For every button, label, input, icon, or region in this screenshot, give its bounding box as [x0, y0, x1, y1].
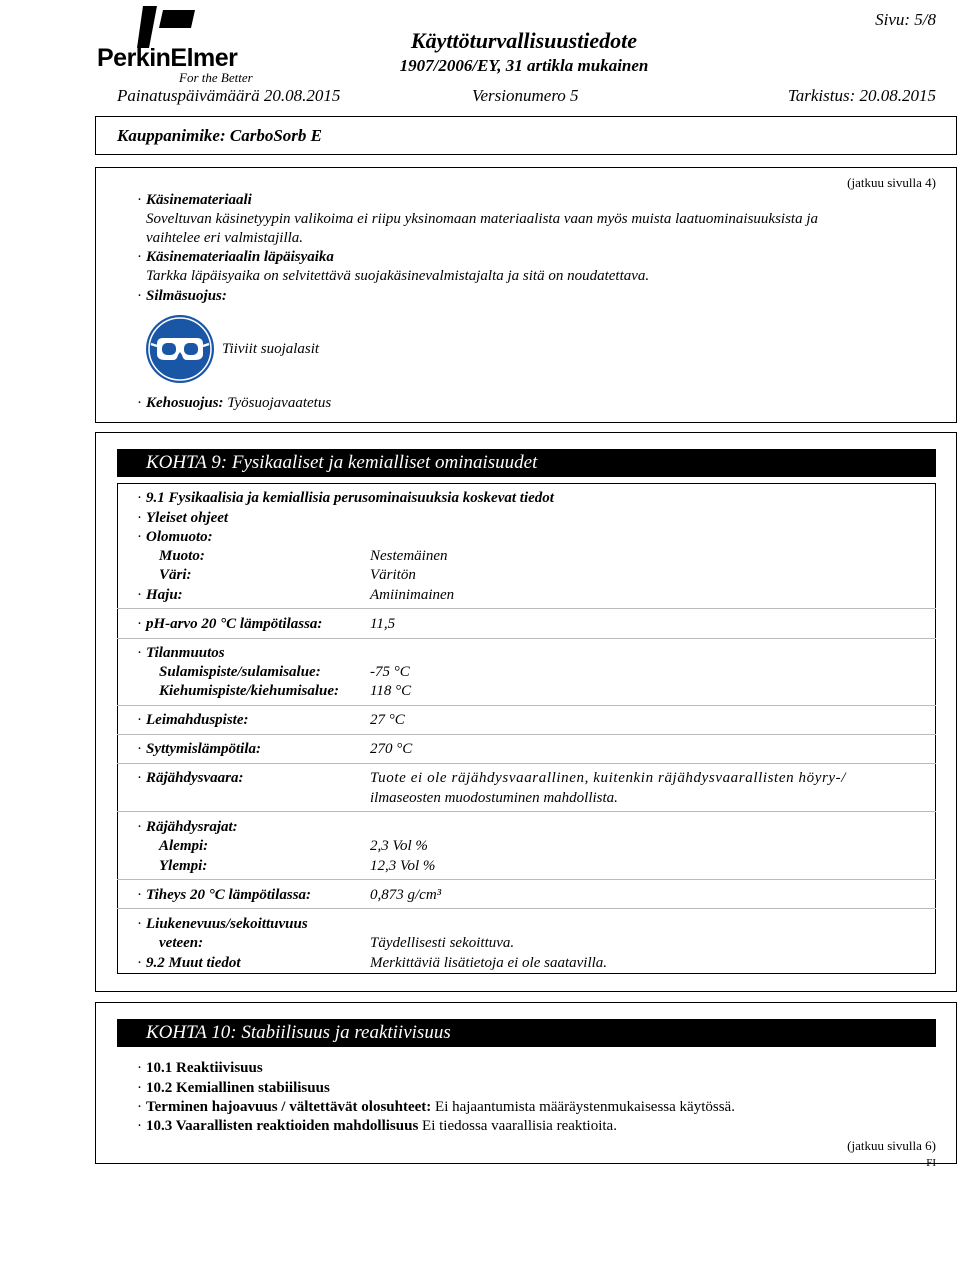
bullet: ·: [137, 712, 142, 728]
section9-title: KOHTA 9: Fysikaaliset ja kemialliset ominaisuudet: [117, 449, 936, 477]
ph-value: 11,5: [370, 616, 396, 632]
odour-label: Haju:: [146, 587, 183, 603]
flash-point-label: Leimahduspiste:: [146, 712, 249, 728]
upper-limit-label: Ylempi:: [159, 858, 208, 874]
explosion-hazard-value-2: ilmaseosten muodostuminen mahdollista.: [370, 790, 618, 806]
language-code: FI: [926, 1157, 936, 1169]
eye-protection-label: Silmäsuojus:: [146, 288, 227, 304]
document-title: Käyttöturvallisuustiedote: [410, 28, 638, 53]
divider: [117, 638, 936, 639]
density-value: 0,873 g/cm³: [370, 887, 442, 903]
page-number: Sivu: 5/8: [875, 10, 936, 29]
melting-value: -75 °C: [370, 664, 410, 680]
ph-label: pH-arvo 20 °C lämpötilassa:: [146, 616, 323, 632]
bullet: ·: [137, 510, 142, 526]
decomposition-value: Ei hajaantumista määräystenmukaisessa käytössä.: [435, 1099, 735, 1115]
print-date: Painatuspäivämäärä 20.08.2015: [117, 86, 341, 105]
continued-from: (jatkuu sivulla 4): [847, 175, 936, 190]
divider: [117, 879, 936, 880]
form-value: Nestemäinen: [370, 548, 448, 564]
logo-wordmark: PerkinElmer: [97, 44, 238, 72]
divider: [117, 734, 936, 735]
divider: [117, 811, 936, 812]
density-label: Tiheys 20 °C lämpötilassa:: [146, 887, 312, 903]
revision-date: Tarkistus: 20.08.2015: [787, 86, 936, 105]
upper-limit-value: 12,3 Vol %: [370, 858, 436, 874]
body-protection-value: Työsuojavaatetus: [227, 395, 332, 411]
document-subtitle: 1907/2006/EY, 31 artikla mukainen: [399, 56, 649, 75]
divider: [117, 705, 936, 706]
explosion-hazard-label: Räjähdysvaara:: [146, 770, 244, 786]
divider: [117, 608, 936, 609]
solubility-label-2: veteen:: [159, 935, 204, 951]
version-number: Versionumero 5: [472, 86, 579, 105]
bullet: ·: [137, 916, 142, 932]
continued-on: (jatkuu sivulla 6): [847, 1138, 936, 1153]
reactivity-label: 10.1 Reaktiivisuus: [146, 1060, 263, 1076]
solubility-value: Täydellisesti sekoittuva.: [370, 935, 515, 951]
general-info: Yleiset ohjeet: [146, 510, 229, 526]
ignition-label: Syttymislämpötila:: [146, 741, 261, 757]
bullet: ·: [137, 288, 142, 304]
colour-label: Väri:: [159, 567, 192, 583]
body-protection: [146, 394, 331, 413]
form-label: Muoto:: [159, 548, 205, 564]
appearance-label: Olomuoto:: [146, 529, 213, 545]
boiling-label: Kiehumispiste/kiehumisalue:: [159, 683, 340, 699]
trade-name: Kauppanimike: CarboSorb E: [117, 126, 322, 145]
bullet: ·: [137, 616, 142, 632]
bullet: ·: [137, 587, 142, 603]
explosion-limits-label: Räjähdysrajat:: [146, 819, 238, 835]
trade-name-box: [95, 116, 957, 155]
bullet: ·: [137, 819, 142, 835]
hazardous-reactions-value: Ei tiedossa vaarallisia reaktioita.: [422, 1118, 617, 1134]
s91-heading: 9.1 Fysikaalisia ja kemiallisia perusominaisuuksia koskevat tiedot: [146, 490, 554, 506]
flash-point-value: 27 °C: [370, 712, 405, 728]
bullet: ·: [137, 490, 142, 506]
decomposition-label: Terminen hajoavuus / vältettävät olosuhteet:: [146, 1099, 432, 1115]
divider: [117, 908, 936, 909]
bullet: ·: [137, 395, 142, 411]
bullet: ·: [137, 1060, 142, 1076]
bullet: ·: [137, 955, 142, 971]
penetration-text: Tarkka läpäisyaika on selvitettävä suojakäsinevalmistajalta ja sitä on noudatettava.: [146, 268, 650, 284]
melting-label: Sulamispiste/sulamisalue:: [159, 664, 321, 680]
decomposition: [146, 1098, 735, 1117]
eye-protection-text: Tiiviit suojalasit: [222, 341, 320, 357]
state-change-label: Tilanmuutos: [146, 645, 225, 661]
ignition-value: 270 °C: [370, 741, 413, 757]
colour-value: Väritön: [370, 567, 416, 583]
bullet: ·: [137, 741, 142, 757]
stability-label: 10.2 Kemiallinen stabiilisuus: [146, 1080, 330, 1096]
explosion-hazard-value-1: Tuote ei ole räjähdysvaarallinen, kuitenkin räjähdysvaarallisten höyry-/: [370, 770, 847, 786]
safety-goggles-icon: [145, 314, 215, 384]
bullet: ·: [137, 192, 142, 208]
glove-material-label: Käsinemateriaali: [146, 192, 252, 208]
bullet: ·: [137, 1099, 142, 1115]
bullet: ·: [137, 645, 142, 661]
body-protection-label: Kehosuojus:: [146, 395, 224, 411]
bullet: ·: [137, 249, 142, 265]
glove-material-text-1: Soveltuvan käsinetyypin valikoima ei riipu yksinomaan materiaalista vaan myös muista laatuominaisuuksista ja: [146, 211, 818, 227]
divider: [117, 763, 936, 764]
bullet: ·: [137, 1118, 142, 1134]
logo-tagline: For the Better: [179, 70, 253, 85]
section10-title: KOHTA 10: Stabiilisuus ja reaktiivisuus: [117, 1019, 936, 1047]
bullet: ·: [137, 887, 142, 903]
odour-value: Amiinimainen: [370, 587, 455, 603]
lower-limit-value: 2,3 Vol %: [370, 838, 428, 854]
bullet: ·: [137, 529, 142, 545]
hazardous-reactions: [146, 1117, 617, 1136]
solubility-label-1: Liukenevuus/sekoittuvuus: [146, 916, 308, 932]
lower-limit-label: Alempi:: [159, 838, 209, 854]
hazardous-reactions-label: 10.3 Vaarallisten reaktioiden mahdollisuus: [146, 1118, 419, 1134]
bullet: ·: [137, 770, 142, 786]
glove-material-text-2: vaihtelee eri valmistajilla.: [146, 230, 304, 246]
penetration-label: Käsinemateriaalin läpäisyaika: [146, 249, 334, 265]
bullet: ·: [137, 1080, 142, 1096]
other-info-value: Merkittäviä lisätietoja ei ole saatavilla.: [370, 955, 608, 971]
boiling-value: 118 °C: [370, 683, 412, 699]
other-info-label: 9.2 Muut tiedot: [146, 955, 241, 971]
